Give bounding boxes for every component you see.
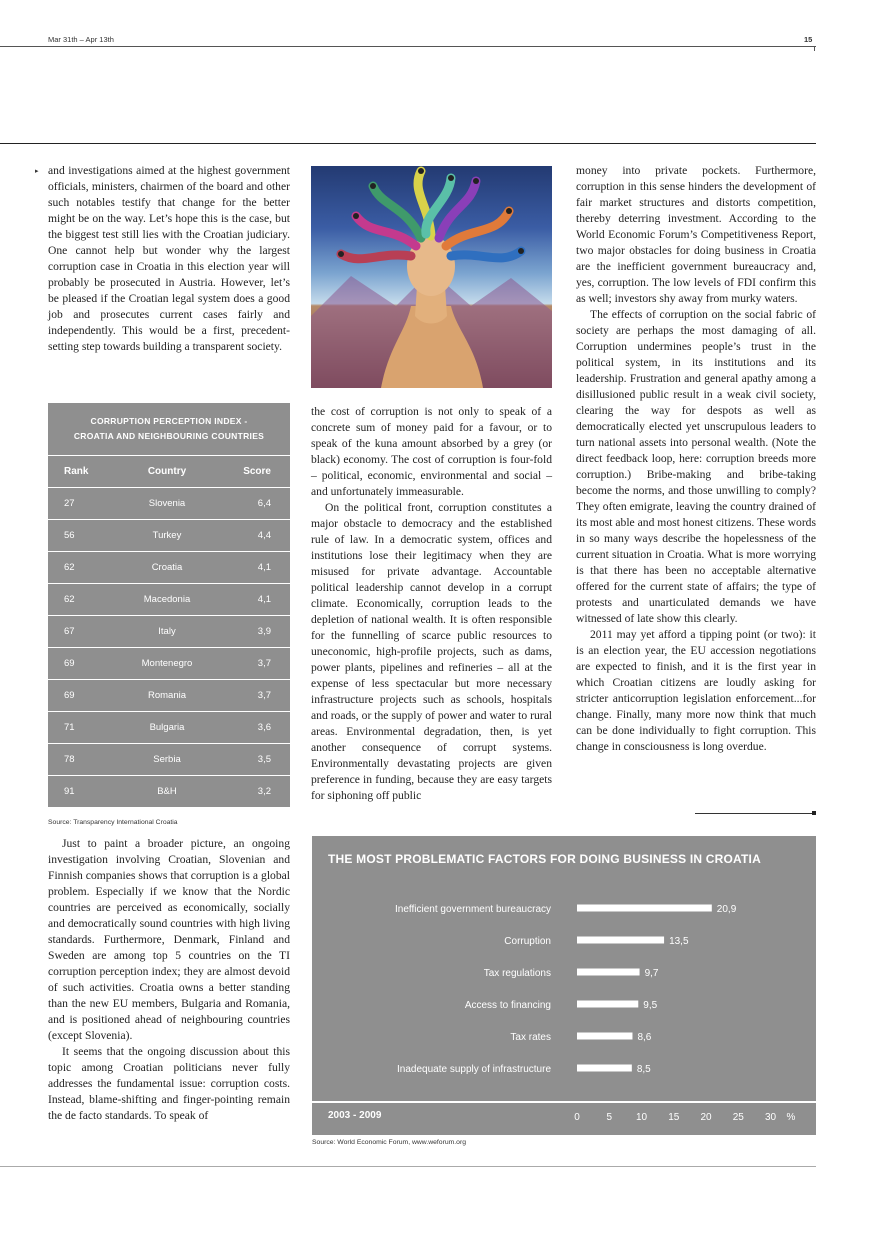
score-cell: 3,2: [257, 786, 271, 797]
country-cell: Bulgaria: [149, 722, 185, 733]
paragraph: 2011 may yet afford a tipping point (or two): it is an election year, the EU accession negotiations are expected to finish, and it is the first year in which Croatian citizens are loudly asking for stricter anticorruption legislation enforcement...for change. Finally, many more now think that much can be done individually to fight corruption. This change in consciousness is long overdue.: [576, 628, 816, 753]
category-label: Tax rates: [510, 1032, 551, 1043]
column-3: [576, 163, 816, 755]
data-label: 9,7: [644, 968, 659, 979]
table-row: [48, 776, 290, 807]
table-row: [48, 744, 290, 776]
paragraph: and investigations aimed at the highest government officials, ministers, chairmen of the board and other such notables testify that change for the better might be on the way. Let’s hope this is the case, but the biggest test still lies with the Croatian judiciary. One cannot help but wonder why the largest corruption case in Croatia in this election year will probably be prosecuted in Austria. However, let’s be pleased if the Croatian legal system does a good job and prosecutes current cases fairly and independently. This would be a first, precedent-setting step towards building a transparent society.: [48, 164, 290, 353]
country-cell: Romania: [147, 690, 187, 701]
rank-cell: 69: [64, 658, 75, 669]
rank-cell: 62: [64, 562, 75, 573]
score-cell: 3,7: [257, 658, 271, 669]
country-cell: Turkey: [152, 530, 182, 541]
bar: [577, 1065, 632, 1072]
table-row: [48, 712, 290, 744]
score-cell: 3,7: [257, 690, 271, 701]
col-header-rank: Rank: [64, 466, 89, 477]
cpi-table-source: Source: Transparency International Croatia: [48, 819, 178, 826]
table-row: [48, 488, 290, 520]
x-tick-label: 30: [764, 1112, 777, 1123]
paragraph: Just to paint a broader picture, an ongoing investigation involving Croatian, Slovenian and Finnish companies shows that corruption is a global problem. Especially if we know that the Nordic countries are perceived as economically, socially and democratically sound countries with high living standards. Furthermore, Denmark, Finland and Sweden are among top 5 countries on the TI corruption perception index; they are almost devoid of such activities. Croatia owns a better standing than the new EU members, Bulgaria and Romania, and is positioned ahead of neighbouring countries (except Slovenia).: [48, 837, 290, 1042]
article-end-mark: [812, 811, 816, 815]
header-rule-tick: [814, 46, 815, 51]
data-label: 13,5: [669, 936, 689, 947]
score-cell: 3,5: [257, 754, 271, 765]
chart-title: THE MOST PROBLEMATIC FACTORS FOR DOING BUSINESS IN CROATIA: [328, 852, 761, 866]
rank-cell: 69: [64, 690, 75, 701]
table-row: [48, 680, 290, 712]
data-label: 8,5: [636, 1064, 651, 1075]
country-cell: Montenegro: [141, 658, 193, 669]
category-label: Inadequate supply of infrastructure: [397, 1064, 551, 1075]
table-row: [48, 520, 290, 552]
table-row: [48, 584, 290, 616]
category-label: Tax regulations: [483, 968, 551, 979]
footer-rule: [0, 1166, 816, 1167]
cpi-table: [48, 403, 290, 807]
continuation-bullet-icon: ▸: [35, 167, 39, 175]
x-tick-label: 20: [700, 1112, 712, 1123]
rank-cell: 56: [64, 530, 75, 541]
table-row: [48, 552, 290, 584]
cpi-table-title: [48, 403, 290, 456]
bar: [577, 1033, 632, 1040]
bar: [577, 905, 712, 912]
column-2: [311, 404, 552, 804]
score-cell: 4,1: [257, 562, 271, 573]
paragraph: The effects of corruption on the social fabric of society are perhaps the most damaging of all. Corruption undermines people’s trust in the political system, in its institutions and its leadership. Frustration and general apathy among a disillusioned public result in a weak civil society, clearing the way for despots as well as democratically elected yet unscrupulous leaders to turn national assets into personal wealth. (Note the direct feedback loop, here: corruption breeds more corruption.) Bribe-making and bribe-taking become the norms, and those unwilling to comply? They often emigrate, leaving the country drained of its most able and most honest citizens. These words in so many ways describe the hopelessness of the current situation in Croatia. What is more worrying is that there has been no acceptable alternative offered for the current state of affairs; the type of protests and unarticulated demands we have witnessed of late show this clearly.: [576, 308, 816, 625]
bar: [577, 1001, 638, 1008]
score-cell: 3,6: [257, 722, 271, 733]
table-row: [48, 648, 290, 680]
score-cell: 4,4: [257, 530, 271, 541]
x-unit-label: %: [786, 1112, 796, 1123]
table-row: [48, 616, 290, 648]
score-cell: 6,4: [257, 498, 271, 509]
issue-date-range: Mar 31th – Apr 13th: [48, 35, 114, 44]
category-label: Inefficient government bureaucracy: [394, 904, 551, 915]
country-cell: Croatia: [151, 562, 183, 573]
chart-period: 2003 - 2009: [328, 1110, 382, 1121]
x-tick-label: 0: [574, 1112, 580, 1123]
cpi-header-row: [48, 456, 290, 488]
country-cell: B&H: [157, 786, 177, 797]
rank-cell: 78: [64, 754, 75, 765]
x-tick-label: 5: [606, 1112, 613, 1123]
article-end-rule: [695, 813, 813, 814]
section-rule: [0, 143, 816, 144]
paragraph: It seems that the ongoing discussion about this topic among Croatian politicians never fully addresses the fundamental issue: corruption costs. Instead, blame-shifting and finger-pointing remain the de facto standards. To speak of: [48, 1045, 290, 1122]
bar: [577, 969, 640, 976]
header-rule: [0, 46, 816, 47]
category-label: Access to financing: [464, 1000, 551, 1011]
medusa-illustration: [311, 166, 552, 388]
paragraph: money into private pockets. Furthermore, corruption in this sense hinders the development of fair market structures and distorts competition, thereby deterring investment. According to the World Economic Forum’s Competitiveness Report, two major obstacles for doing business in Croatia are the inefficient government bureaucracy and, yes, corruption. The low levels of FDI confirm this as well; investors shy away from murky waters.: [576, 164, 816, 305]
paragraph: the cost of corruption is not only to speak of a concrete sum of money paid for a favour, or to speak of the kuna amount absorbed by a grey (or black) economy. The cost of corruption is four-fold – political, economic, environmental and social – and unfortunately immeasurable.: [311, 405, 552, 498]
paragraph: On the political front, corruption constitutes a major obstacle to democracy and the established rule of law. In a democratic system, offices and institutions lose their legitimacy when they are misused for private advantage. Accountable political leadership cannot develop in a corrupt climate. Economically, corruption leads to the depletion of national wealth. It is often responsible for the funnelling of scarce public resources to uneconomic, high-profile projects, such as dams, power plants, pipelines and refineries – all at the expense of less spectacular but more necessary infrastructure projects such as schools, hospitals and roads, or the supply of power and water to rural areas. Environmental degradation, then, is yet another consequence of corrupt systems. Environmentally devastating projects are given preference in funding, because they are easy targets for siphoning off public: [311, 501, 552, 802]
col-header-score: Score: [243, 466, 271, 477]
chart-plot: [312, 836, 816, 1135]
chart-footer-rule: [312, 1101, 816, 1103]
country-cell: Italy: [158, 626, 176, 637]
data-label: 9,5: [643, 1000, 658, 1011]
rank-cell: 71: [64, 722, 75, 733]
col-header-country: Country: [147, 466, 187, 477]
x-tick-label: 10: [635, 1112, 648, 1123]
rank-cell: 27: [64, 498, 75, 509]
category-label: Corruption: [504, 936, 551, 947]
bar: [577, 937, 664, 944]
rank-cell: 62: [64, 594, 75, 605]
country-cell: Macedonia: [143, 594, 191, 605]
business-factors-chart: [312, 836, 816, 1135]
country-cell: Slovenia: [148, 498, 186, 509]
score-cell: 4,1: [257, 594, 271, 605]
rank-cell: 91: [64, 786, 75, 797]
column-1-top: [35, 163, 290, 355]
chart-source: Source: World Economic Forum, www.weforum.org: [312, 1139, 466, 1146]
x-tick-label: 15: [668, 1112, 680, 1123]
page-number: 15: [804, 35, 813, 44]
cpi-title-line-2: CROATIA AND NEIGHBOURING COUNTRIES: [73, 431, 265, 441]
country-cell: Serbia: [153, 754, 181, 765]
rank-cell: 67: [64, 626, 75, 637]
data-label: 20,9: [716, 904, 737, 915]
data-label: 8,6: [637, 1032, 652, 1043]
cpi-title-line-1: CORRUPTION PERCEPTION INDEX -: [90, 416, 248, 426]
score-cell: 3,9: [257, 626, 271, 637]
x-tick-label: 25: [732, 1112, 744, 1123]
column-1-bottom: [48, 836, 290, 1124]
